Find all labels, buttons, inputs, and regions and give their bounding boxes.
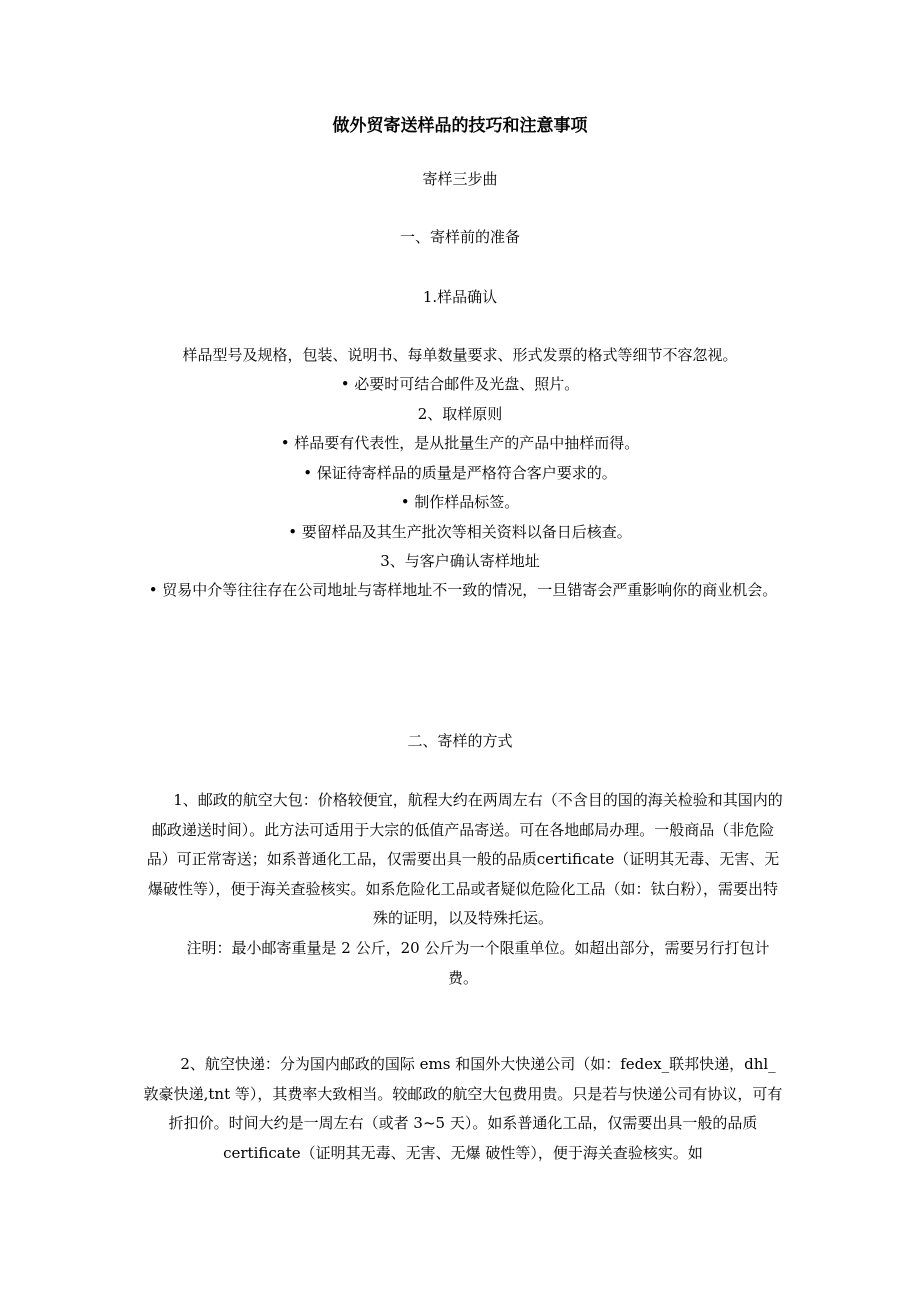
section-1-heading: 一、寄样前的准备 bbox=[399, 228, 520, 246]
section-2-heading: 二、寄样的方式 bbox=[407, 732, 513, 750]
sub-1-heading: 1.样品确认 bbox=[422, 288, 498, 306]
document-title: 做外贸寄送样品的技巧和注意事项 bbox=[332, 116, 588, 136]
sub-3-heading: 3、与客户确认寄样地址 bbox=[380, 552, 540, 570]
sub-2-bullet: • 样品要有代表性，是从批量生产的产品中抽样而得。 bbox=[280, 434, 640, 452]
sub-1-text: 样品型号及规格，包装、说明书、每单数量要求、形式发票的格式等细节不容忽视。 bbox=[182, 346, 738, 364]
weight-note: 注明：最小邮寄重量是 2 公斤，20 公斤为一个限重单位。如超出部分，需要另行打包计费。 bbox=[186, 939, 770, 987]
document-subtitle: 寄样三步曲 bbox=[422, 170, 498, 188]
sub-2-bullet: • 要留样品及其生产批次等相关资料以备日后核查。 bbox=[288, 523, 632, 541]
sub-1-bullet: • 必要时可结合邮件及光盘、照片。 bbox=[340, 375, 580, 393]
sub-2-bullet: • 制作样品标签。 bbox=[400, 493, 520, 511]
method-2-paragraph: 2、航空快递：分为国内邮政的国际 ems 和国外大快递公司（如：fedex_联邦快递，dhl_敦豪快递,tnt 等），其费率大致相当。较邮政的航空大包费用贵。只是若与快递公司有协议，可有折扣价。时间大约是一周左右（或者 3~5 天）。如系普通化工品，仅需要出具一般的品质 certificate（证明其无毒、无害、无爆 破性等），便于海关查验核实。如 bbox=[143, 1055, 783, 1162]
sub-2-bullet: • 保证待寄样品的质量是严格符合客户要求的。 bbox=[303, 464, 617, 482]
sub-3-text: • 贸易中介等往往存在公司地址与寄样地址不一致的情况，一旦错寄会严重影响你的商业机会。 bbox=[148, 581, 778, 599]
method-1-paragraph: 1、邮政的航空大包：价格较便宜，航程大约在两周左右（不含目的国的海关检验和其国内的邮政递送时间）。此方法可适用于大宗的低值产品寄送。可在各地邮局办理。一般商品（非危险品）可正常寄送；如系普通化工品，仅需要出具一般的品质certificate（证明其无毒、无害、无爆破性等），便于海关查验核实。如系危险化工品或者疑似危险化工品（如：钛白粉），需要出特殊的证明，以及特殊托运。 bbox=[146, 791, 783, 927]
sub-2-heading: 2、取样原则 bbox=[417, 405, 503, 423]
